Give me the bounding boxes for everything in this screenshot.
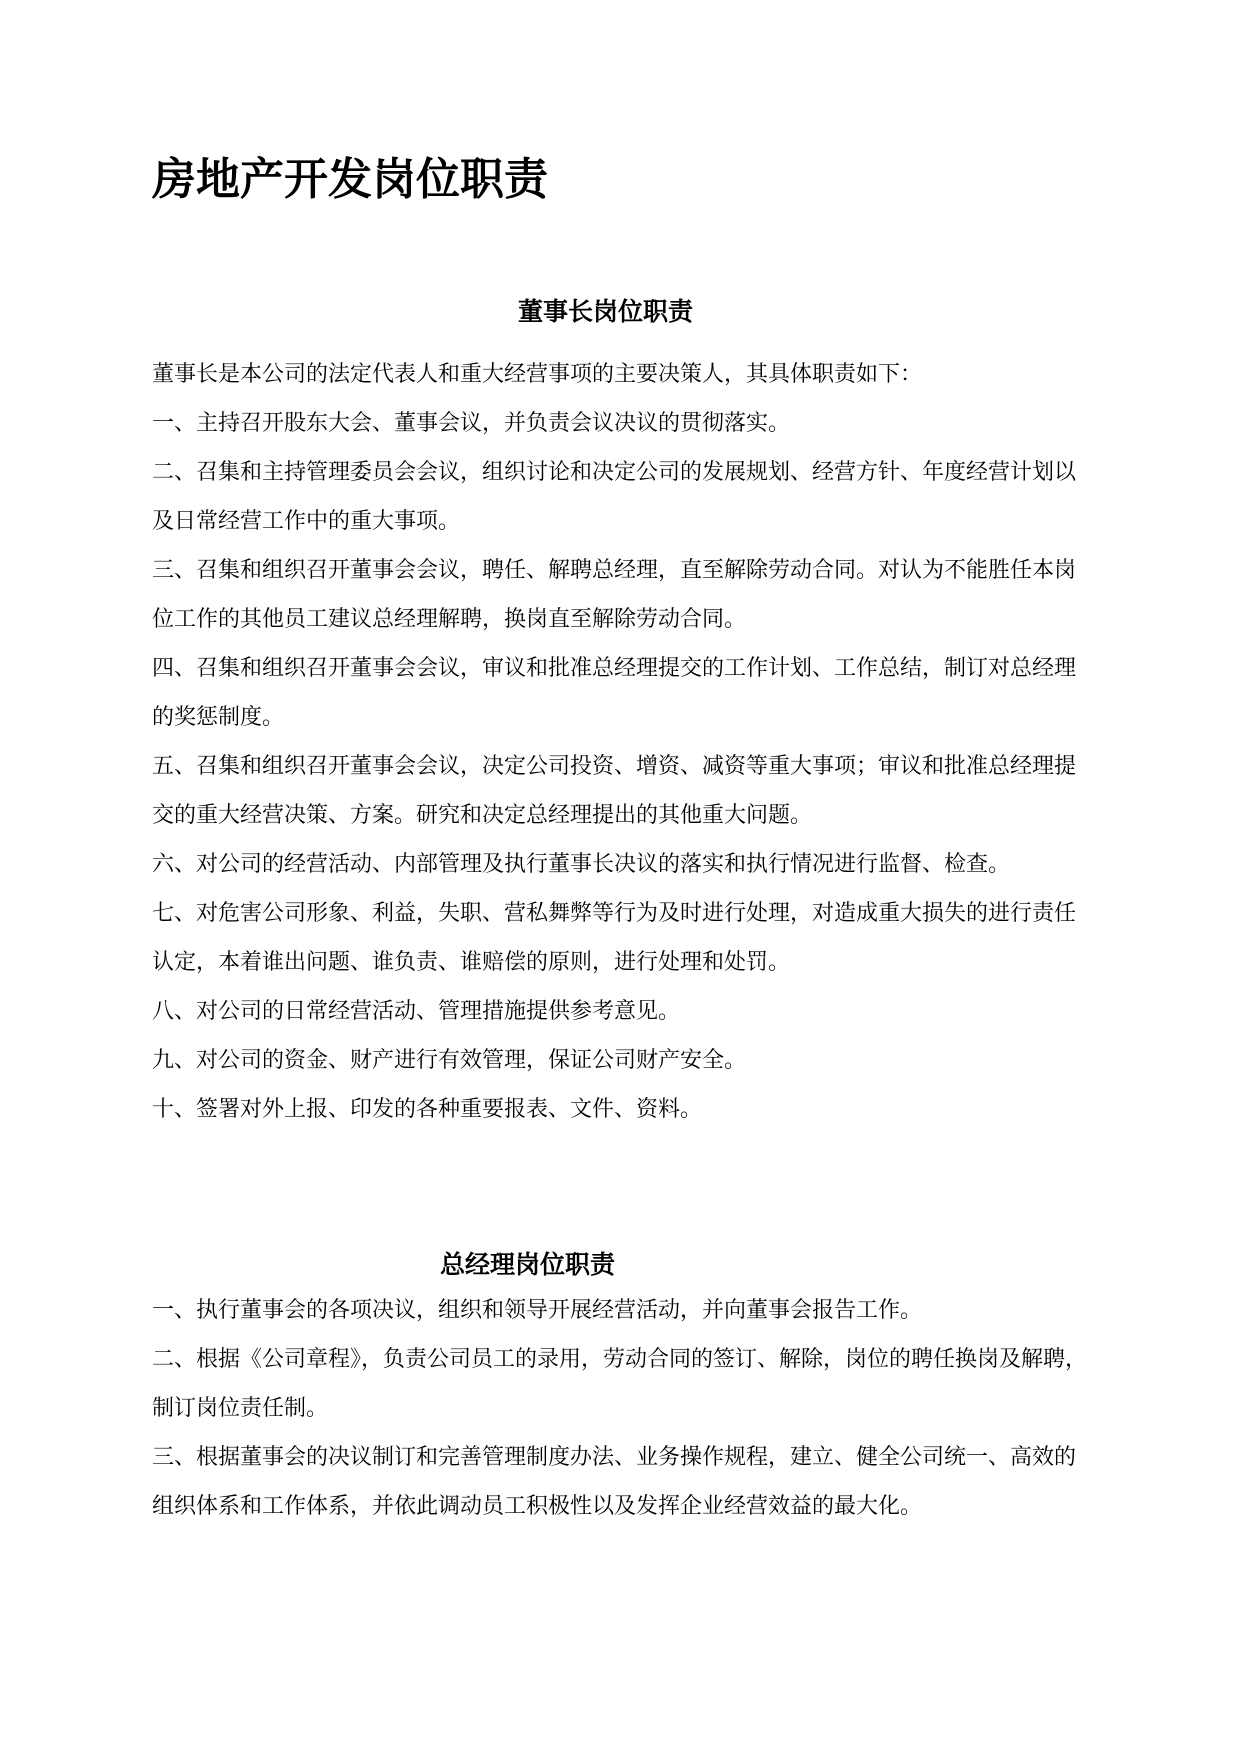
chairman-duty-3: 三、召集和组织召开董事会会议，聘任、解聘总经理，直至解除劳动合同。对认为不能胜任本岗位工作的其他员工建议总经理解聘，换岗直至解除劳动合同。 — [152, 558, 1077, 632]
general-manager-duties — [152, 1286, 1092, 1531]
chairman-duty-1: 一、主持召开股东大会、董事会议，并负责会议决议的贯彻落实。 — [152, 411, 791, 436]
chairman-duty-2: 二、召集和主持管理委员会会议，组织讨论和决定公司的发展规划、经营方针、年度经营计划以及日常经营工作中的重大事项。 — [152, 460, 1077, 534]
chairman-intro: 董事长是本公司的法定代表人和重大经营事项的主要决策人，其具体职责如下： — [152, 362, 923, 387]
chairman-duty-5: 五、召集和组织召开董事会会议，决定公司投资、增资、减资等重大事项；审议和批准总经理提交的重大经营决策、方案。研究和决定总经理提出的其他重大问题。 — [152, 754, 1077, 828]
section-heading-general-manager: 总经理岗位职责 — [440, 1250, 616, 1279]
chairman-duty-8: 八、对公司的日常经营活动、管理措施提供参考意见。 — [152, 999, 681, 1024]
chairman-duty-7: 七、对危害公司形象、利益，失职、营私舞弊等行为及时进行处理，对造成重大损失的进行责任认定，本着谁出问题、谁负责、谁赔偿的原则，进行处理和处罚。 — [152, 901, 1077, 975]
gm-duty-3: 三、根据董事会的决议制订和完善管理制度办法、业务操作规程，建立、健全公司统一、高效的组织体系和工作体系，并依此调动员工积极性以及发挥企业经营效益的最大化。 — [152, 1445, 1077, 1519]
chairman-duty-4: 四、召集和组织召开董事会会议，审议和批准总经理提交的工作计划、工作总结，制订对总经理的奖惩制度。 — [152, 656, 1077, 730]
chairman-duty-9: 九、对公司的资金、财产进行有效管理，保证公司财产安全。 — [152, 1048, 747, 1073]
chairman-duties — [152, 350, 1092, 1134]
section-heading-chairman: 董事长岗位职责 — [518, 297, 694, 326]
gm-duty-2: 二、根据《公司章程》，负责公司员工的录用，劳动合同的签订、解除，岗位的聘任换岗及解聘，制订岗位责任制。 — [152, 1347, 1088, 1421]
document-title: 房地产开发岗位职责 — [152, 154, 548, 205]
chairman-duty-10: 十、签署对外上报、印发的各种重要报表、文件、资料。 — [152, 1097, 703, 1122]
gm-duty-1: 一、执行董事会的各项决议，组织和领导开展经营活动，并向董事会报告工作。 — [152, 1298, 923, 1323]
chairman-duty-6: 六、对公司的经营活动、内部管理及执行董事长决议的落实和执行情况进行监督、检查。 — [152, 852, 1011, 877]
